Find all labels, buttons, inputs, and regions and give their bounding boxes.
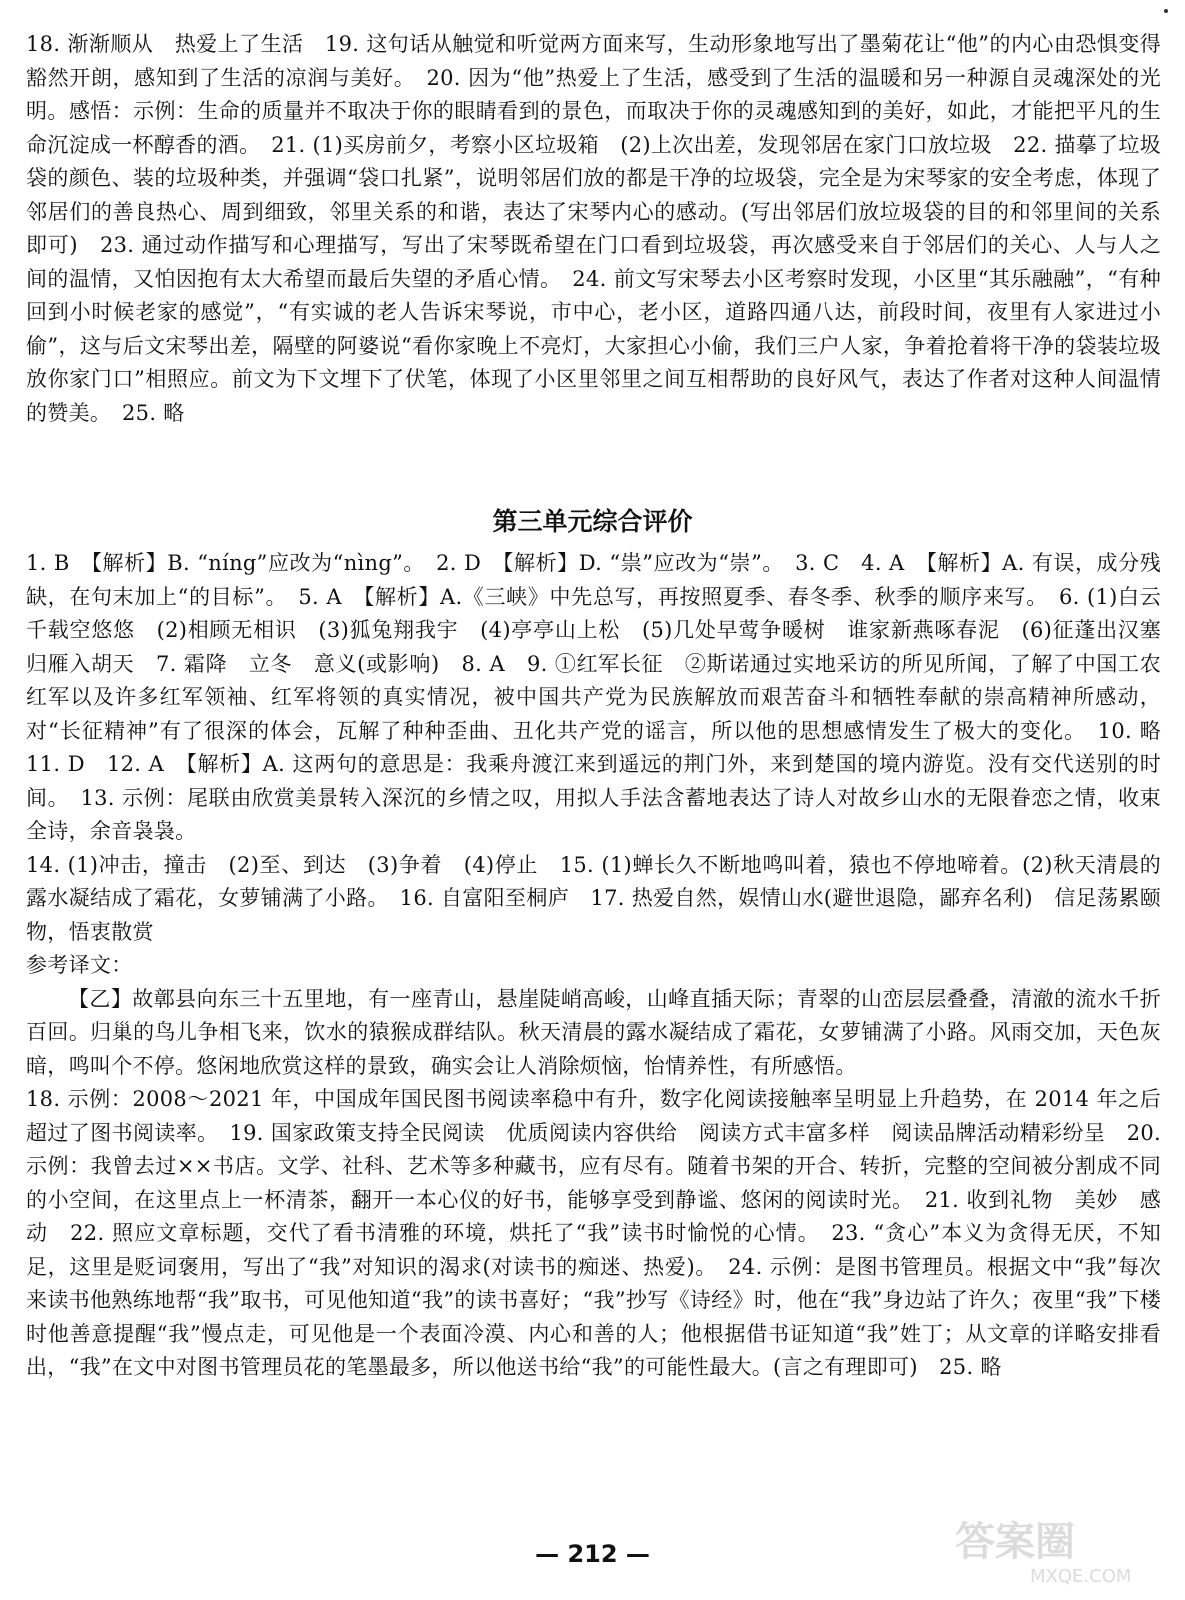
answer-paragraph: 14. (1)冲击，撞击 (2)至、到达 (3)争着 (4)停止 15. (1)蝉长久不断地鸣叫着，猿也不停地啼着。(2)秋天清晨的露水凝结成了霜花，女萝铺满了小路。 16. 自富阳至桐庐 17. 热爱自然，娱情山水(避世退隐，鄙弃名利) 信足荡累颐物，悟衷散赏	[26, 852, 1161, 944]
answer-paragraph: 18. 示例：2008～2021 年，中国成年国民图书阅读率稳中有升，数字化阅读接触率呈明显上升趋势，在 2014 年之后超过了图书阅读率。 19. 国家政策支持全民阅读 优质阅读内容供给 阅读方式丰富多样 阅读品牌活动精彩纷呈 20. 示例：我曾去过××书店。文学、社科、艺术等多种藏书，应有尽有。随着书架的开合、转折，完整的空间被分割成不同的小空间，在这里点上一杯清茶，翻开一本心仪的好书，能够享受到静谧、悠闲的阅读时光。 21. 收到礼物 美妙 感动 22. 照应文章标题，交代了看书清雅的环境，烘托了“我”读书时愉悦的心情。 23. “贪心”本义为贪得无厌，不知足，这里是贬词褒用，写出了“我”对知识的渴求(对读书的痴迷、热爱)。 24. 示例：是图书管理员。根据文中“我”每次来读书他熟练地帮“我”取书，可见他知道“我”的读书喜好；“我”抄写《诗经》时，他在“我”身边站了许久；夜里“我”下楼时他善意提醒“我”慢点走，可见他是一个表面冷漠、内心和善的人；他根据借书证知道“我”姓丁；从文章的详略安排看出，“我”在文中对图书管理员花的笔墨最多，所以他送书给“我”的可能性最大。(言之有理即可) 25. 略	[26, 1087, 1161, 1379]
section-title: 第三单元综合评价	[492, 507, 693, 536]
watermark-logo	[935, 1510, 1165, 1590]
watermark-text: 答案圈	[955, 1519, 1075, 1565]
corner-dot-icon	[1161, 6, 1171, 16]
answer-paragraph: 18. 渐渐顺从 热爱上了生活 19. 这句话从触觉和听觉两方面来写，生动形象地写出了墨菊花让“他”的内心由恐惧变得豁然开朗，感知到了生活的凉润与美好。 20. 因为“他”热爱上了生活，感受到了生活的温暖和另一种源自灵魂深处的光明。感悟：示例：生命的质量并不取决于你的眼睛看到的景色，而取决于你的灵魂感知到的美好，如此，才能把平凡的生命沉淀成一杯醇香的酒。 21. (1)买房前夕，考察小区垃圾箱 (2)上次出差，发现邻居在家门口放垃圾 22. 描摹了垃圾袋的颜色、装的垃圾种类，并强调“袋口扎紧”，说明邻居们放的都是干净的垃圾袋，完全是为宋琴家的安全考虑，体现了邻居们的善良热心、周到细致，邻里关系的和谐，表达了宋琴内心的感动。(写出邻居们放垃圾袋的目的和邻里间的关系即可) 23. 通过动作描写和心理描写，写出了宋琴既希望在门口看到垃圾袋，再次感受来自于邻居们的关心、人与人之间的温情，又怕因抱有太大希望而最后失望的矛盾心情。 24. 前文写宋琴去小区考察时发现，小区里“其乐融融”，“有种回到小时候老家的感觉”，“有实诚的老人告诉宋琴说，市中心，老小区，道路四通八达，前段时间，夜里有人家进过小偷”，这与后文宋琴出差，隔壁的阿婆说“看你家晚上不亮灯，大家担心小偷，我们三户人家，争着抢着将干净的袋装垃圾放你家门口”相照应。前文为下文埋下了伏笔，体现了小区里邻里之间互相帮助的良好风气，表达了作者对这种人间温情的赞美。 25. 略	[26, 32, 1161, 425]
watermark-url: MXQE.COM	[1030, 1566, 1132, 1587]
answer-paragraph: 1. B 【解析】B. “níng”应改为“nìng”。 2. D 【解析】D. “祟”应改为“崇”。 3. C 4. A 【解析】A. 有误，成分残缺，在句末加上“的目标”。 5. A 【解析】A.《三峡》中先总写，再按照夏季、春冬季、秋季的顺序来写。 6. (1)白云千载空悠悠 (2)相顾无相识 (3)狐兔翔我宇 (4)亭亭山上松 (5)几处早莺争暖树 谁家新燕啄春泥 (6)征蓬出汉塞 归雁入胡天 7. 霜降 立冬 意义(或影响) 8. A 9. ①红军长征 ②斯诺通过实地采访的所见所闻，了解了中国工农红军以及许多红军领袖、红军将领的真实情况，被中国共产党为民族解放而艰苦奋斗和牺牲奉献的崇高精神所感动，对“长征精神”有了很深的体会，瓦解了种种歪曲、丑化共产党的谣言，所以他的思想感情发生了极大的变化。 10. 略 11. D 12. A 【解析】A. 这两句的意思是：我乘舟渡江来到遥远的荆门外，来到楚国的境内游览。没有交代送别的时间。 13. 示例：尾联由欣赏美景转入深沉的乡情之叹，用拟人手法含蓄地表达了诗人对故乡山水的无限眷恋之情，收束全诗，余音袅袅。	[26, 551, 1183, 843]
translation-text: 【乙】故鄣县向东三十五里地，有一座青山，悬崖陡峭高峻，山峰直插天际；青翠的山峦层层叠叠，清澈的流水千折百回。归巢的鸟儿争相飞来，饮水的猿猴成群结队。秋天清晨的露水凝结成了霜花，女萝铺满了小路。风雨交加，天色灰暗，鸣叫个不停。悠闲地欣赏这样的景致，确实会让人消除烦恼，怡情养性，有所感悟。	[26, 986, 1161, 1078]
answers-unit-2-end	[26, 28, 1161, 430]
translation-label: 参考译文：	[26, 953, 133, 977]
answers-unit-3	[26, 547, 1183, 1385]
page-number: — 212 —	[535, 1540, 650, 1568]
